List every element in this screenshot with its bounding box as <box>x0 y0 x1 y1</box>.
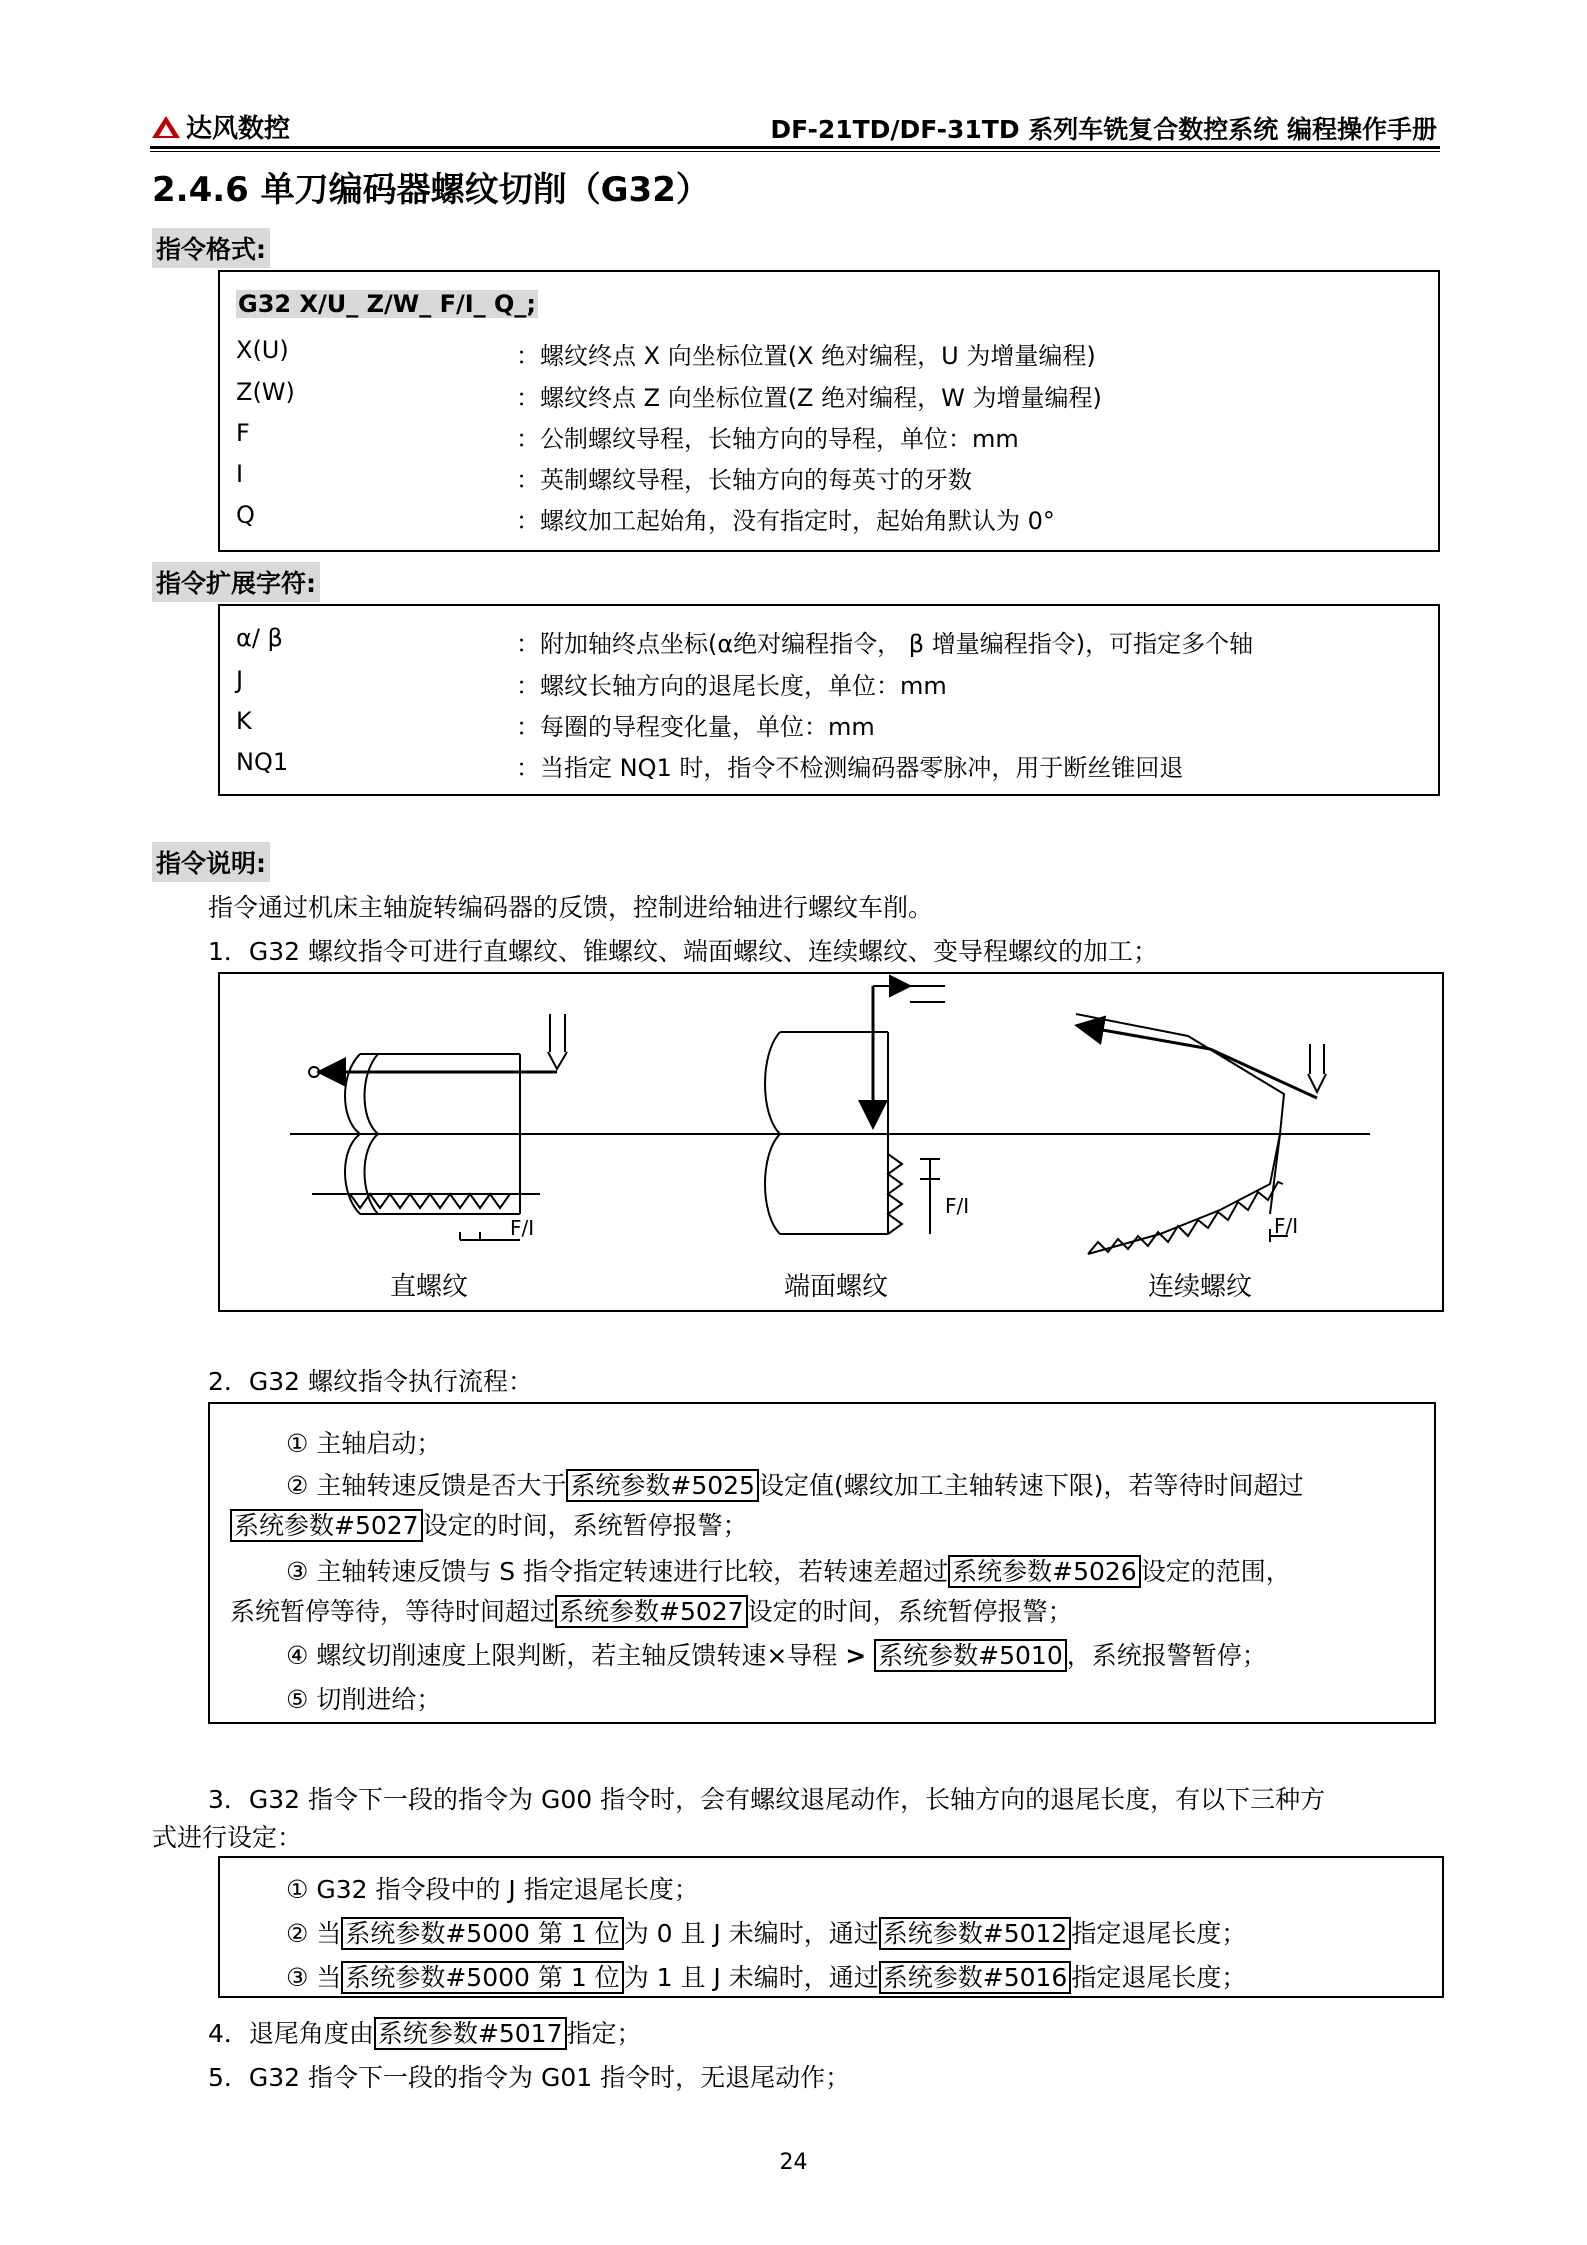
command-syntax: G32 X/U_ Z/W_ F/I_ Q_; <box>238 290 537 318</box>
ext-key: K <box>236 707 252 735</box>
header-rule <box>150 146 1440 149</box>
ext-desc: ：当指定 NQ1 时，指令不检测编码器零脉冲，用于断丝锥回退 <box>516 754 1184 782</box>
header-rule-thin <box>150 151 1440 152</box>
description-label: 指令说明: <box>152 842 270 882</box>
flow-step-4: ④ 螺纹切削速度上限判断，若主轴反馈转速×导程 > 系统参数#5010 ，系统报警暂停； <box>286 1641 1267 1670</box>
tail-1: ① G32 指令段中的 J 指定退尾长度； <box>286 1875 699 1904</box>
flow-step-2-cont: 系统参数#5027 设定的时间，系统暂停报警； <box>230 1506 748 1542</box>
caption-continuous: 连续螺纹 <box>1148 1272 1253 1302</box>
fi-label: F/I <box>510 1216 535 1240</box>
triangle-logo-icon <box>150 114 182 140</box>
item-5: 5．G32 指令下一段的指令为 G01 指令时，无退尾动作； <box>208 2063 851 2092</box>
caption-straight: 直螺纹 <box>390 1272 469 1302</box>
param-5027: 系统参数#5027 <box>555 1595 748 1628</box>
param-key: F <box>236 419 250 447</box>
flow-step-5: ⑤ 切削进给； <box>286 1685 442 1714</box>
document-title: DF-21TD/DF-31TD 系列车铣复合数控系统 编程操作手册 <box>770 115 1437 144</box>
item-1: 1．G32 螺纹指令可进行直螺纹、锥螺纹、端面螺纹、连续螺纹、变导程螺纹的加工； <box>208 937 1159 966</box>
item-3: 3．G32 指令下一段的指令为 G00 指令时，会有螺纹退尾动作，长轴方向的退尾长度，有以下三种方 <box>208 1785 1326 1814</box>
param-5016: 系统参数#5016 <box>879 1961 1072 1994</box>
flow-box <box>208 1402 1436 1724</box>
param-5026: 系统参数#5026 <box>948 1555 1141 1588</box>
param-desc: ：英制螺纹导程，长轴方向的每英寸的牙数 <box>516 466 972 494</box>
format-box <box>218 270 1440 552</box>
param-desc: ：公制螺纹导程，长轴方向的导程，单位：mm <box>516 425 1019 453</box>
item-2: 2．G32 螺纹指令执行流程： <box>208 1367 534 1396</box>
tail-box <box>218 1856 1444 1998</box>
brand-name: 达风数控 <box>186 114 291 144</box>
ext-key: J <box>236 666 244 694</box>
flow-step-3: ③ 主轴转速反馈与 S 指令指定转速进行比较，若转速差超过 系统参数#5026 设定的范围， <box>286 1557 1291 1586</box>
item-3-cont: 式进行设定： <box>152 1823 303 1852</box>
brand-logo <box>150 108 290 145</box>
flow-step-2: ② 主轴转速反馈是否大于 系统参数#5025 设定值(螺纹加工主轴转速下限)，若等待时间超过 <box>286 1471 1304 1500</box>
format-label: 指令格式: <box>152 228 270 268</box>
param-5012: 系统参数#5012 <box>879 1917 1072 1950</box>
ext-key: NQ1 <box>236 748 289 776</box>
item-4: 4．退尾角度由 系统参数#5017 指定； <box>208 2019 642 2048</box>
param-5000-bit1: 系统参数#5000 第 1 位 <box>341 1961 623 1994</box>
thread-figure <box>218 972 1444 1312</box>
page-number: 24 <box>779 2150 808 2175</box>
ext-desc: ：每圈的导程变化量，单位：mm <box>516 713 875 741</box>
ext-desc: ：附加轴终点坐标(α绝对编程指令， β 增量编程指令)，可指定多个轴 <box>516 630 1254 658</box>
param-5010: 系统参数#5010 <box>874 1639 1067 1672</box>
flow-step-1: ① 主轴启动； <box>286 1429 442 1458</box>
param-5025: 系统参数#5025 <box>566 1469 759 1502</box>
param-key: I <box>236 460 244 488</box>
extended-label: 指令扩展字符: <box>152 562 320 602</box>
tail-3: ③ 当 系统参数#5000 第 1 位 为 1 且 J 未编时，通过 系统参数#5016 指定退尾长度； <box>286 1963 1247 1992</box>
description-intro: 指令通过机床主轴旋转编码器的反馈，控制进给轴进行螺纹车削。 <box>208 893 934 922</box>
param-5000-bit1: 系统参数#5000 第 1 位 <box>341 1917 623 1950</box>
extended-box <box>218 604 1440 796</box>
param-5027: 系统参数#5027 <box>230 1509 423 1542</box>
ext-desc: ：螺纹长轴方向的退尾长度，单位：mm <box>516 672 947 700</box>
param-key: Z(W) <box>236 378 295 406</box>
section-title: 2.4.6 单刀编码器螺纹切削（G32） <box>152 170 710 210</box>
param-key: X(U) <box>236 336 289 364</box>
fi-label: F/I <box>945 1194 970 1218</box>
thread-types-diagram <box>220 974 1442 1310</box>
flow-step-3-cont: 系统暂停等待，等待时间超过 系统参数#5027 设定的时间，系统暂停报警； <box>230 1597 1073 1626</box>
ext-key: α/ β <box>236 624 283 652</box>
caption-face: 端面螺纹 <box>784 1272 889 1302</box>
fi-label: F/I <box>1274 1214 1299 1238</box>
param-key: Q <box>236 501 255 529</box>
param-desc: ：螺纹终点 Z 向坐标位置(Z 绝对编程，W 为增量编程) <box>516 384 1102 412</box>
param-desc: ：螺纹终点 X 向坐标位置(X 绝对编程，U 为增量编程) <box>516 342 1096 370</box>
tail-2: ② 当 系统参数#5000 第 1 位 为 0 且 J 未编时，通过 系统参数#5012 指定退尾长度； <box>286 1919 1247 1948</box>
param-5017: 系统参数#5017 <box>374 2017 567 2050</box>
param-desc: ：螺纹加工起始角，没有指定时，起始角默认为 0° <box>516 507 1055 535</box>
